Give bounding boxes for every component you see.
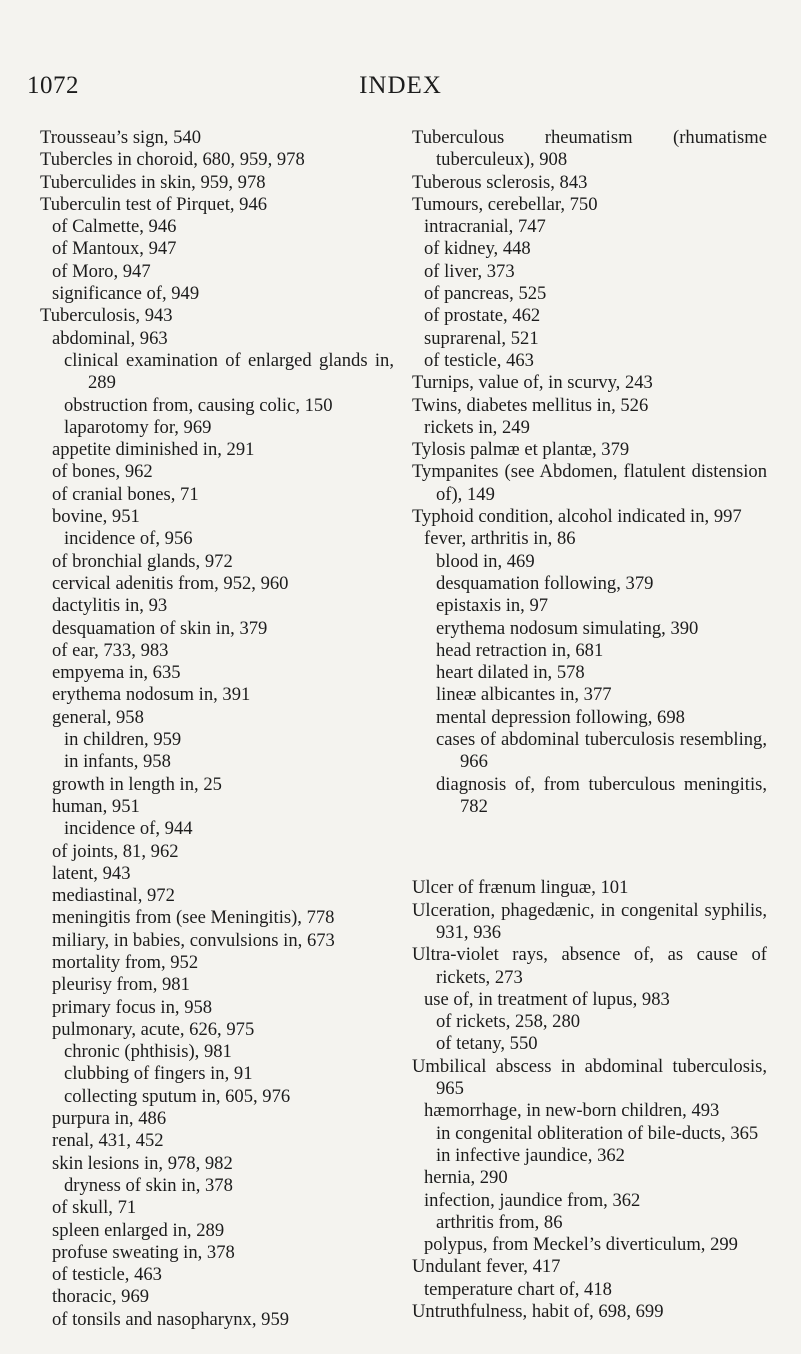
index-entry: Turnips, value of, in scurvy, 243 bbox=[412, 372, 653, 394]
index-entry: Tubercles in choroid, 680, 959, 978 bbox=[40, 149, 305, 171]
index-entry: Typhoid condition, alcohol indicated in, 997 bbox=[412, 506, 742, 528]
index-subentry: mental depression following, 698 bbox=[436, 706, 685, 728]
index-subentry: lineæ albicantes in, 377 bbox=[436, 684, 612, 706]
index-subentry: incidence of, 956 bbox=[64, 528, 193, 550]
index-entry: Tylosis palmæ et plantæ, 379 bbox=[412, 439, 630, 461]
index-subentry: of testicle, 463 bbox=[52, 1264, 162, 1286]
index-subentry: in congenital obliteration of bile-ducts, 365 bbox=[436, 1122, 759, 1144]
index-entry: Tuberculides in skin, 959, 978 bbox=[40, 171, 266, 193]
index-subentry: suprarenal, 521 bbox=[424, 327, 539, 349]
index-subentry: growth in length in, 25 bbox=[52, 773, 222, 795]
index-subentry: of ear, 733, 983 bbox=[52, 639, 169, 661]
index-subentry: of pancreas, 525 bbox=[424, 283, 547, 305]
index-subentry: dactylitis in, 93 bbox=[52, 595, 168, 617]
index-subentry: of bronchial glands, 972 bbox=[52, 550, 233, 572]
index-subentry: in infective jaundice, 362 bbox=[436, 1144, 625, 1166]
running-head: INDEX bbox=[359, 72, 442, 99]
index-subentry: miliary, in babies, convulsions in, 673 bbox=[52, 929, 335, 951]
index-subentry: empyema in, 635 bbox=[52, 662, 181, 684]
index-subentry: of Mantoux, 947 bbox=[52, 238, 177, 260]
index-subentry: obstruction from, causing colic, 150 bbox=[64, 394, 333, 416]
index-subentry: renal, 431, 452 bbox=[52, 1130, 164, 1152]
index-subentry: hernia, 290 bbox=[424, 1167, 508, 1189]
index-subentry: of tetany, 550 bbox=[436, 1033, 538, 1055]
index-subentry: of joints, 81, 962 bbox=[52, 840, 179, 862]
index-subentry: appetite diminished in, 291 bbox=[52, 439, 255, 461]
index-subentry: in children, 959 bbox=[64, 729, 182, 751]
index-entry: Undulant fever, 417 bbox=[412, 1256, 561, 1278]
index-entry: Umbilical abscess in abdominal tuberculosis, 965 bbox=[412, 1055, 767, 1100]
index-subentry: of skull, 71 bbox=[52, 1197, 137, 1219]
entry-gap bbox=[412, 837, 767, 859]
index-subentry: of tonsils and nasopharynx, 959 bbox=[52, 1308, 290, 1330]
index-subentry: incidence of, 944 bbox=[64, 818, 193, 840]
index-subentry: meningitis from (see Meningitis), 778 bbox=[52, 907, 335, 929]
index-subentry: cervical adenitis from, 952, 960 bbox=[52, 572, 289, 594]
index-subentry: in infants, 958 bbox=[64, 751, 171, 773]
index-subentry: arthritis from, 86 bbox=[436, 1211, 563, 1233]
index-subentry: primary focus in, 958 bbox=[52, 996, 213, 1018]
index-subentry: cases of abdominal tuberculosis resembling, 966 bbox=[436, 729, 767, 773]
index-subentry: head retraction in, 681 bbox=[436, 639, 604, 661]
index-subentry: intracranial, 747 bbox=[424, 216, 546, 238]
index-subentry: desquamation of skin in, 379 bbox=[52, 617, 268, 639]
index-subentry: clubbing of fingers in, 91 bbox=[64, 1063, 253, 1085]
index-subentry: polypus, from Meckel’s diverticulum, 299 bbox=[424, 1234, 738, 1256]
index-subentry: erythema nodosum in, 391 bbox=[52, 684, 251, 706]
index-subentry: blood in, 469 bbox=[436, 550, 535, 572]
index-entry: Ultra-violet rays, absence of, as cause of rickets, 273 bbox=[412, 944, 767, 988]
index-column-right bbox=[412, 127, 767, 1323]
index-subentry: rickets in, 249 bbox=[424, 416, 530, 438]
index-subentry: collecting sputum in, 605, 976 bbox=[64, 1085, 291, 1107]
index-entry: Tuberculin test of Pirquet, 946 bbox=[40, 193, 268, 215]
index-subentry: spleen enlarged in, 289 bbox=[52, 1219, 225, 1241]
index-subentry: abdominal, 963 bbox=[52, 327, 168, 349]
index-subentry: pulmonary, acute, 626, 975 bbox=[52, 1018, 255, 1040]
index-subentry: diagnosis of, from tuberculous meningitis, 782 bbox=[436, 773, 767, 817]
index-subentry: erythema nodosum simulating, 390 bbox=[436, 617, 699, 639]
index-subentry: significance of, 949 bbox=[52, 283, 200, 305]
index-subentry: skin lesions in, 978, 982 bbox=[52, 1152, 233, 1174]
index-entry: Twins, diabetes mellitus in, 526 bbox=[412, 394, 649, 416]
index-subentry: pleurisy from, 981 bbox=[52, 974, 190, 996]
index-entry: Tuberculous rheumatism (rhumatisme tuberculeux), 908 bbox=[412, 127, 767, 171]
index-subentry: hæmorrhage, in new-born children, 493 bbox=[424, 1100, 720, 1122]
index-subentry: of kidney, 448 bbox=[424, 238, 531, 260]
index-subentry: mortality from, 952 bbox=[52, 951, 199, 973]
index-subentry: epistaxis in, 97 bbox=[436, 595, 549, 617]
index-subentry: of liver, 373 bbox=[424, 260, 515, 282]
index-entry: Tuberculosis, 943 bbox=[40, 305, 173, 327]
index-subentry: clinical examination of enlarged glands in, 289 bbox=[64, 349, 394, 394]
index-subentry: profuse sweating in, 378 bbox=[52, 1241, 235, 1263]
index-subentry: of bones, 962 bbox=[52, 461, 153, 483]
index-entry: Tuberous sclerosis, 843 bbox=[412, 171, 588, 193]
index-subentry: heart dilated in, 578 bbox=[436, 662, 585, 684]
index-subentry: desquamation following, 379 bbox=[436, 572, 654, 594]
index-subentry: general, 958 bbox=[52, 706, 144, 728]
index-subentry: of Moro, 947 bbox=[52, 260, 151, 282]
index-entry: Ulceration, phagedænic, in congenital syphilis, 931, 936 bbox=[412, 899, 767, 943]
index-subentry: purpura in, 486 bbox=[52, 1108, 167, 1130]
index-subentry: fever, arthritis in, 86 bbox=[424, 528, 576, 550]
index-entry: Untruthfulness, habit of, 698, 699 bbox=[412, 1301, 664, 1323]
index-entry: Trousseau’s sign, 540 bbox=[40, 127, 201, 148]
index-entry: Tumours, cerebellar, 750 bbox=[412, 193, 598, 215]
index-entry: Ulcer of frænum linguæ, 101 bbox=[412, 877, 629, 899]
index-subentry: of testicle, 463 bbox=[424, 349, 534, 371]
index-column-left bbox=[40, 127, 394, 1331]
index-subentry: of prostate, 462 bbox=[424, 305, 541, 327]
index-subentry: latent, 943 bbox=[52, 862, 131, 884]
index-subentry: bovine, 951 bbox=[52, 506, 140, 528]
index-subentry: of cranial bones, 71 bbox=[52, 483, 199, 505]
index-subentry: use of, in treatment of lupus, 983 bbox=[424, 988, 670, 1010]
index-subentry: mediastinal, 972 bbox=[52, 885, 175, 907]
page-number: 1072 bbox=[27, 72, 79, 99]
index-subentry: human, 951 bbox=[52, 795, 140, 817]
index-subentry: laparotomy for, 969 bbox=[64, 416, 212, 438]
index-subentry: chronic (phthisis), 981 bbox=[64, 1041, 232, 1063]
index-subentry: thoracic, 969 bbox=[52, 1286, 150, 1308]
index-subentry: of rickets, 258, 280 bbox=[436, 1011, 581, 1033]
index-entry: Tympanites (see Abdomen, flatulent distension of), 149 bbox=[412, 461, 767, 505]
index-subentry: of Calmette, 946 bbox=[52, 216, 177, 238]
index-subentry: infection, jaundice from, 362 bbox=[424, 1189, 641, 1211]
index-subentry: temperature chart of, 418 bbox=[424, 1278, 612, 1300]
page-header bbox=[0, 72, 801, 112]
index-subentry: dryness of skin in, 378 bbox=[64, 1174, 233, 1196]
